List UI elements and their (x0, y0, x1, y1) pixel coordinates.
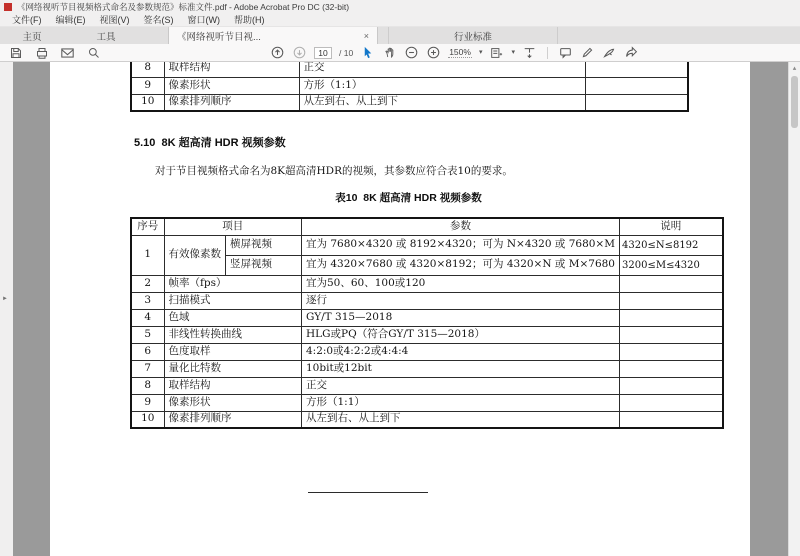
table-row (131, 377, 723, 394)
cell-note (620, 343, 723, 360)
scrollbar-thumb[interactable] (791, 76, 798, 128)
cell-note (620, 377, 723, 394)
print-icon[interactable] (34, 45, 49, 60)
expand-nav-pane-icon[interactable]: ► (2, 296, 8, 302)
tab-document-label: 《网络视听节目视... (177, 31, 261, 43)
cell-no: 1 (131, 235, 164, 275)
cell-no: 9 (131, 394, 164, 411)
cell-no: 6 (131, 343, 164, 360)
cell-no: 3 (131, 292, 164, 309)
cell-item: 有效像素数 (164, 235, 226, 275)
page-footer-divider (308, 492, 428, 493)
toolbar (0, 44, 800, 62)
next-page-icon[interactable] (292, 45, 307, 60)
menu-window[interactable]: 窗口(W) (187, 14, 220, 25)
cell-note (620, 309, 723, 326)
email-icon[interactable] (60, 45, 75, 60)
cell-param: GY/T 315—2018 (302, 309, 620, 326)
cell-param: 正交 (299, 62, 585, 77)
cell-note: 4320≤N≤8192 (620, 235, 723, 255)
menu-help[interactable]: 帮助(H) (234, 14, 265, 25)
table-row (131, 235, 723, 255)
tab-tools[interactable]: 工具 (96, 31, 116, 43)
workspace (0, 62, 800, 556)
highlight-pencil-icon[interactable] (580, 45, 595, 60)
cell-param: 10bit或12bit (302, 360, 620, 377)
cell-no: 4 (131, 309, 164, 326)
vertical-scrollbar[interactable] (788, 62, 800, 556)
hand-tool-icon[interactable] (382, 45, 397, 60)
table-row (131, 62, 688, 77)
scroll-up-icon[interactable]: ▴ (792, 65, 797, 72)
cell-param: 宜为 4320×7680 或 4320×8192；可为 4320×N 或 M×7680 (302, 255, 620, 275)
page-fit-caret-icon[interactable]: ▾ (511, 49, 515, 56)
navigation-pane-rail (0, 62, 13, 556)
cell-item: 像素排列顺序 (164, 411, 302, 428)
table-row (131, 292, 723, 309)
table-row (131, 360, 723, 377)
share-icon[interactable] (624, 45, 639, 60)
table-row (131, 343, 723, 360)
save-icon[interactable] (8, 45, 23, 60)
toolbar-divider (547, 47, 548, 59)
cell-no: 10 (131, 94, 164, 111)
section-heading: 5.10 8K 超高清 HDR 视频参数 (134, 137, 286, 149)
table-caption: 表10 8K 超高清 HDR 视频参数 (335, 192, 482, 204)
header-note: 说明 (620, 218, 723, 235)
acrobat-app-icon (4, 3, 12, 11)
cell-item: 非线性转换曲线 (164, 326, 302, 343)
cell-item: 像素形状 (164, 394, 302, 411)
table-row (131, 411, 723, 428)
header-item: 项目 (164, 218, 302, 235)
title-bar (0, 0, 800, 12)
document-viewport (13, 62, 788, 556)
cell-no: 5 (131, 326, 164, 343)
cell-param: 从左到右、从上到下 (299, 94, 585, 111)
header-no: 序号 (131, 218, 164, 235)
cell-note (620, 292, 723, 309)
comment-icon[interactable] (558, 45, 573, 60)
menu-file[interactable]: 文件(F) (12, 14, 42, 25)
tab-document-active[interactable] (168, 27, 378, 44)
page-total-label: / 10 (339, 47, 354, 58)
cell-note (620, 360, 723, 377)
fill-sign-icon[interactable] (602, 45, 617, 60)
zoom-caret-icon[interactable]: ▾ (478, 49, 483, 56)
cell-no: 8 (131, 62, 164, 77)
cell-sub-label: 竖屏视频 (226, 255, 302, 275)
cell-note (585, 77, 688, 94)
cell-item: 像素排列顺序 (164, 94, 299, 111)
cell-param: 方形（1:1） (299, 77, 585, 94)
header-param: 参数 (302, 218, 620, 235)
cell-item: 取样结构 (164, 62, 299, 77)
menu-view[interactable]: 视图(V) (99, 14, 130, 25)
zoom-out-icon[interactable] (404, 45, 419, 60)
cell-note (620, 411, 723, 428)
table-row (131, 394, 723, 411)
tab-bar (0, 27, 800, 44)
cell-param: HLG或PQ（符合GY/T 315—2018） (302, 326, 620, 343)
window-title: 《网络视听节目视频格式命名及参数规范》标准文件.pdf - Adobe Acrobat Pro DC (32-bit) (17, 1, 350, 12)
table-row (131, 275, 723, 292)
cell-item: 像素形状 (164, 77, 299, 94)
tab-home[interactable]: 主页 (22, 31, 42, 43)
marquee-zoom-icon[interactable] (86, 45, 101, 60)
pdf-page (50, 62, 750, 556)
cell-param: 宜为 7680×4320 或 8192×4320；可为 N×4320 或 7680×M (302, 235, 620, 255)
menu-bar (0, 12, 800, 27)
table-header-row (131, 218, 723, 235)
cell-item: 量化比特数 (164, 360, 302, 377)
cell-note (620, 275, 723, 292)
table-row (131, 309, 723, 326)
cell-item: 取样结构 (164, 377, 302, 394)
cell-param: 逐行 (302, 292, 620, 309)
table-9-partial (130, 62, 689, 112)
table-row (131, 326, 723, 343)
table-10 (130, 217, 724, 429)
cell-note: 3200≤M≤4320 (620, 255, 723, 275)
cell-item: 帧率（fps） (164, 275, 302, 292)
select-tool-icon[interactable] (360, 45, 375, 60)
cell-item: 色域 (164, 309, 302, 326)
menu-sign[interactable]: 签名(S) (143, 14, 174, 25)
cell-note (585, 62, 688, 77)
cell-no: 7 (131, 360, 164, 377)
zoom-level-value[interactable]: 150% (449, 47, 471, 57)
page-fit-icon[interactable] (489, 45, 504, 60)
table-row (131, 94, 688, 111)
cell-param: 方形（1:1） (302, 394, 620, 411)
previous-page-icon[interactable] (270, 45, 285, 60)
cell-param: 正交 (302, 377, 620, 394)
table-row (131, 77, 688, 94)
cell-param: 从左到右、从上到下 (302, 411, 620, 428)
tab-industry-standard[interactable]: 行业标准 (388, 27, 558, 44)
fit-width-icon[interactable] (522, 45, 537, 60)
cell-no: 8 (131, 377, 164, 394)
page-number-input[interactable] (314, 47, 332, 59)
cell-no: 2 (131, 275, 164, 292)
cell-no: 10 (131, 411, 164, 428)
cell-item: 扫描模式 (164, 292, 302, 309)
cell-item: 色度取样 (164, 343, 302, 360)
body-paragraph: 对于节目视频格式命名为8K超高清HDR的视频，其参数应符合表10的要求。 (155, 165, 513, 177)
cell-no: 9 (131, 77, 164, 94)
cell-param: 4:2:0或4:2:2或4:4:4 (302, 343, 620, 360)
cell-param: 宜为50、60、100或120 (302, 275, 620, 292)
cell-sub-label: 横屏视频 (226, 235, 302, 255)
cell-note (620, 394, 723, 411)
menu-edit[interactable]: 编辑(E) (55, 14, 86, 25)
zoom-in-icon[interactable] (426, 45, 441, 60)
close-icon[interactable]: × (363, 30, 369, 41)
cell-note (620, 326, 723, 343)
cell-note (585, 94, 688, 111)
